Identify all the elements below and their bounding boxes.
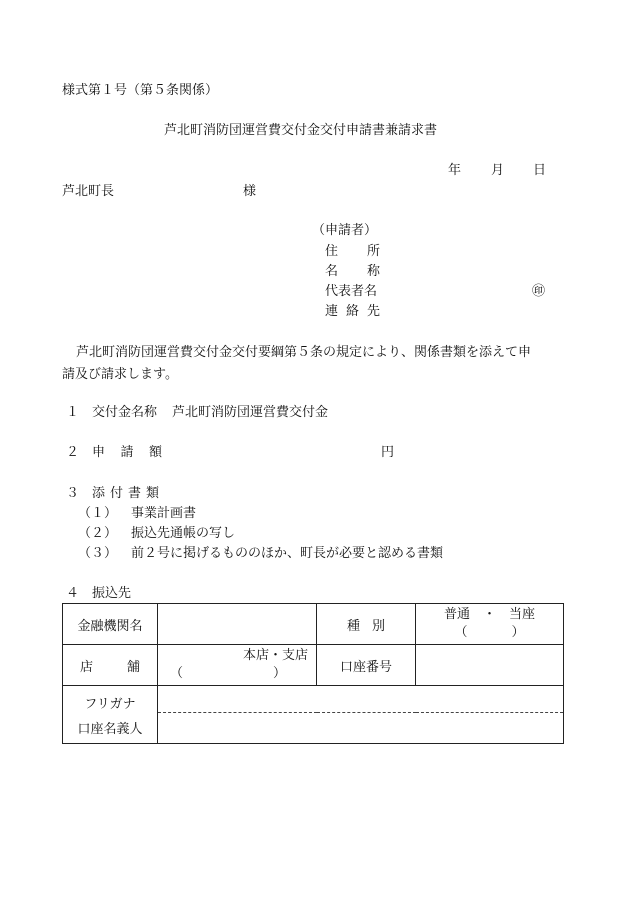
form-number: 様式第１号（第５条関係） xyxy=(62,83,219,98)
account-type-field[interactable] xyxy=(416,604,564,645)
account-number-label: 口座番号 xyxy=(317,645,416,686)
bank-name-label: 金融機関名 xyxy=(63,604,158,645)
item3-number: ３ xyxy=(66,486,80,501)
account-type-paren-open: （ xyxy=(454,625,468,640)
account-type-label: 種 別 xyxy=(317,604,416,645)
item1-label: 交付金名称 xyxy=(92,405,158,420)
branch-field[interactable] xyxy=(158,645,317,686)
branch-paren-close: ） xyxy=(272,666,286,681)
item2-unit: 円 xyxy=(381,445,395,460)
date-year-label: 年 xyxy=(448,163,462,178)
branch-options: 本店・支店 xyxy=(242,648,308,663)
furigana-field[interactable] xyxy=(158,686,564,713)
branch-paren-open: （ xyxy=(170,666,184,681)
furigana-row xyxy=(63,686,564,713)
attachment-1-number: （１） xyxy=(78,506,118,521)
attachment-2-text: 振込先通帳の写し xyxy=(131,526,236,541)
body-text-line-2: 請及び請求します。 xyxy=(62,367,178,382)
bank-name-field[interactable] xyxy=(158,604,317,645)
attachment-3-text: 前２号に掲げるもののほか、町長が必要と認める書類 xyxy=(131,546,444,561)
applicant-contact-label: 連 絡 先 xyxy=(325,304,380,319)
date-month-label: 月 xyxy=(491,163,505,178)
attachment-3-number: （３） xyxy=(78,546,118,561)
applicant-representative-label: 代表者名 xyxy=(325,284,378,299)
item3-label: 添 付 書 類 xyxy=(92,486,159,501)
body-text-line-1: 芦北町消防団運営費交付金交付要綱第５条の規定により、関係書類を添えて申 xyxy=(76,345,532,360)
item1-number: １ xyxy=(66,405,80,420)
applicant-name-label: 名 称 xyxy=(325,264,380,279)
bank-transfer-table xyxy=(62,603,564,744)
document-title: 芦北町消防団運営費交付金交付申請書兼請求書 xyxy=(164,123,438,138)
item1-value: 芦北町消防団運営費交付金 xyxy=(172,405,329,420)
account-holder-row xyxy=(63,712,564,743)
account-type-paren-close: ） xyxy=(511,625,525,640)
attachment-1-text: 事業計画書 xyxy=(131,506,197,521)
attachment-2-number: （２） xyxy=(78,526,118,541)
applicant-heading: （申請者） xyxy=(312,223,378,238)
item4-label: 振込先 xyxy=(92,586,132,601)
addressee-honorific: 様 xyxy=(243,184,257,199)
seal-mark: ㊞ xyxy=(532,284,546,299)
furigana-label: フリガナ xyxy=(63,686,158,713)
applicant-address-label: 住 所 xyxy=(325,244,380,259)
addressee-name: 芦北町長 xyxy=(62,184,115,199)
bank-row xyxy=(63,604,564,645)
account-holder-label: 口座名義人 xyxy=(63,712,158,743)
item2-number: ２ xyxy=(66,445,80,460)
item2-label: 申 請 額 xyxy=(92,445,162,460)
account-holder-field[interactable] xyxy=(158,712,564,743)
date-day-label: 日 xyxy=(533,163,547,178)
branch-row xyxy=(63,645,564,686)
account-type-options: 普通 ・ 当座 xyxy=(443,607,535,622)
branch-label: 店 舗 xyxy=(63,645,158,686)
account-number-field[interactable] xyxy=(416,645,564,686)
item4-number: ４ xyxy=(66,586,80,601)
